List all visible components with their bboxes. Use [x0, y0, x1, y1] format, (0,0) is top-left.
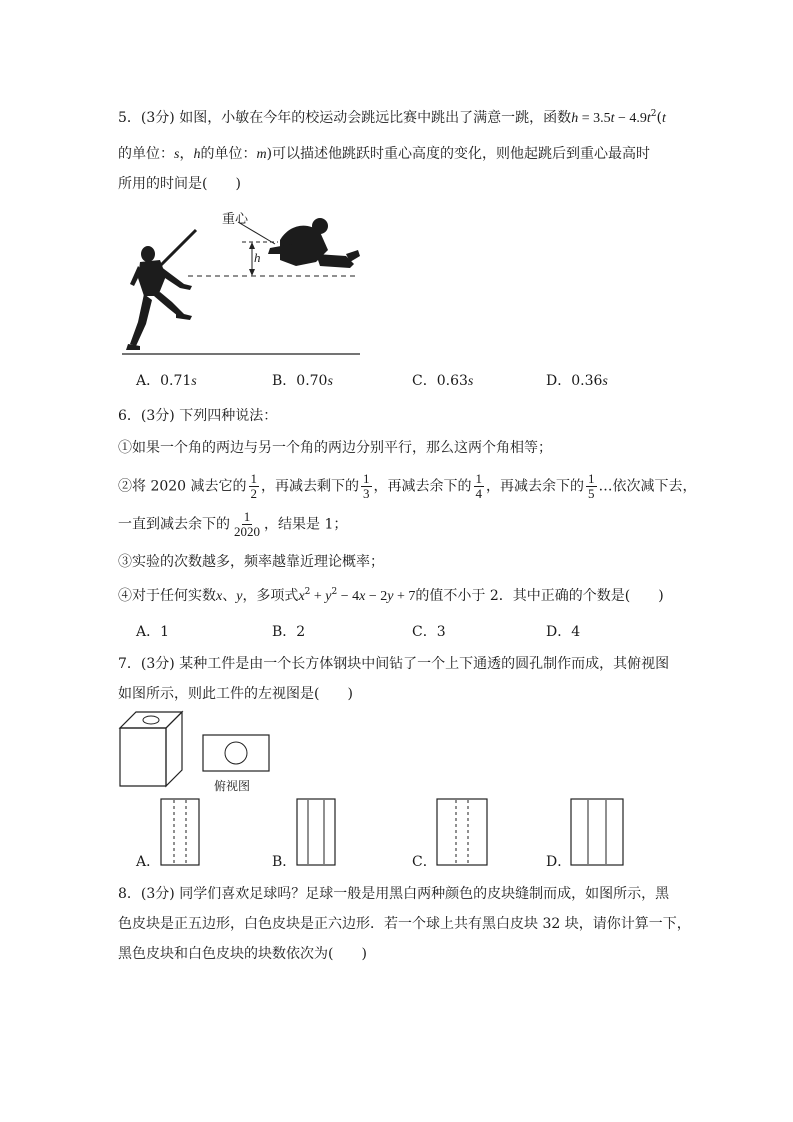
poly-x: x: [359, 589, 366, 604]
fraction-last: [232, 510, 262, 539]
fraction-fifth: [586, 472, 597, 501]
poly-op: − 2: [365, 589, 388, 604]
q5-option-a[interactable]: [136, 371, 197, 392]
q5-text: ，: [179, 146, 194, 162]
numerator: 1: [363, 471, 370, 486]
formula-part: − 4.9: [614, 111, 647, 126]
option-value: 0.71: [160, 373, 192, 389]
runner-silhouette: [126, 230, 196, 350]
option-letter: C．: [412, 624, 437, 640]
denominator: 5: [588, 486, 595, 501]
numerator: 1: [250, 471, 258, 486]
q5-line-3: 所用的时间是( ): [118, 176, 241, 192]
denominator: 4: [475, 486, 483, 501]
q5-option-c[interactable]: [412, 371, 473, 392]
q5-line-1: [118, 108, 666, 129]
q6-text: ，再减去余下的: [486, 478, 585, 495]
q6-stem: 6．(3分) 下列四种说法：: [118, 408, 278, 424]
fraction-third: [361, 472, 372, 501]
q6-statement-2: [118, 472, 697, 501]
q8-line-2: 色皮块是正五边形，白色皮块是正六边形．若一个球上共有黑白皮块 32 块，请你计算一下，: [118, 916, 691, 932]
q7-option-a-figure[interactable]: [160, 798, 200, 866]
hole-icon: [143, 716, 159, 724]
arrow-up-icon: [249, 242, 255, 249]
q7-option-b-label[interactable]: B．: [272, 854, 297, 870]
option-value: 0.36: [571, 373, 603, 389]
q6-text: ，再减去余下的: [373, 478, 472, 495]
option-letter: A．: [136, 373, 161, 389]
fraction-half: [249, 472, 260, 501]
q6-statement-1: ①如果一个角的两边与另一个角的两边分别平行，那么这两个角相等；: [118, 440, 552, 456]
option-letter: D．: [546, 373, 572, 389]
option-unit: s: [602, 374, 608, 389]
formula-h: h: [571, 111, 579, 126]
q6-option-c[interactable]: [412, 622, 446, 642]
q8-line-3: 黑色皮块和白色皮块的块数依次为( ): [118, 946, 367, 962]
poly-y: y: [387, 589, 394, 604]
unit-m: m: [256, 147, 267, 162]
poly-op: +: [310, 589, 326, 604]
q5-option-d[interactable]: [546, 371, 608, 392]
center-of-gravity-label: 重心: [222, 212, 249, 227]
denominator: 2020: [234, 524, 260, 539]
q5-text: 5．(3分) 如图，小敏在今年的校运动会跳远比赛中跳出了满意一跳，函数: [118, 110, 572, 126]
q7-option-c-label[interactable]: C．: [412, 854, 437, 870]
q8-line-1: 8．(3分) 同学们喜欢足球吗？足球一般是用黑白两种颜色的皮块缝制而成，如图所示，黑: [118, 886, 670, 902]
unit-s: s: [174, 147, 180, 162]
formula-exponent: 2: [650, 109, 657, 119]
q7-option-c-figure[interactable]: [436, 798, 488, 866]
option-unit: s: [191, 374, 197, 389]
jumper-silhouette: [268, 218, 360, 268]
top-view-caption: 俯视图: [214, 779, 251, 793]
q6-option-b[interactable]: [272, 622, 305, 642]
formula-t: t: [610, 111, 615, 126]
option-letter: A．: [136, 624, 161, 640]
q5-text: 的单位：: [200, 146, 257, 162]
cuboid-3d-figure: [118, 710, 184, 788]
formula-part: = 3.5: [578, 111, 611, 126]
q5-line-2: [118, 144, 650, 165]
option-value: 3: [436, 624, 446, 640]
top-view-figure: [202, 734, 270, 772]
poly-op: − 4: [337, 589, 360, 604]
formula-t: t: [646, 111, 651, 126]
q6-option-a[interactable]: [136, 622, 169, 642]
q5-text: )可以描述他跳跃时重心高度的变化，则他起跳后到重心最高时: [266, 146, 651, 162]
unit-var-t: t: [661, 111, 666, 126]
option-unit: s: [467, 374, 474, 389]
q7-line-1: 7．(3分) 某种工件是由一个长方体钢块中间钻了一个上下通透的圆孔制作而成，其俯视图: [118, 656, 670, 672]
exponent: 2: [331, 587, 338, 597]
circle-hole-icon: [225, 742, 247, 764]
var-x: x: [216, 589, 223, 604]
q7-option-d-figure[interactable]: [570, 798, 624, 866]
q5-text: 的单位：: [118, 146, 174, 162]
q6-text: ，再减去剩下的: [261, 478, 360, 495]
q6-text: 的值不小于 2．其中正确的个数是( ): [415, 588, 664, 604]
q6-text: …依次减下去，: [598, 478, 697, 495]
q5-option-b[interactable]: [272, 371, 333, 392]
option-letter: B．: [272, 624, 297, 640]
numerator: 1: [475, 471, 483, 486]
option-value: 2: [296, 624, 306, 640]
q6-text: ，多项式: [242, 588, 299, 604]
option-value: 4: [571, 624, 581, 640]
var-y: y: [236, 589, 243, 604]
q6-text: 、: [222, 588, 237, 604]
q6-text: ，结果是 1；: [264, 516, 348, 533]
poly-x: x: [298, 589, 305, 604]
unit-var-h: h: [193, 147, 201, 162]
arrow-down-icon: [249, 269, 255, 276]
option-value: 0.63: [436, 373, 468, 389]
option-letter: C．: [412, 373, 437, 389]
q6-text: ②将 2020 减去它的: [118, 478, 247, 495]
q6-statement-2-cont: [118, 510, 347, 539]
q6-text: 一直到减去余下的: [118, 516, 230, 533]
denominator: 2: [250, 486, 258, 501]
option-letter: B．: [272, 373, 297, 389]
q5-text: (: [656, 110, 662, 126]
exponent: 2: [304, 587, 311, 597]
q7-option-a-label[interactable]: A．: [136, 854, 161, 870]
fraction-quarter: [474, 472, 485, 501]
q6-statement-3: ③实验的次数越多，频率越靠近理论概率；: [118, 554, 384, 570]
q6-statement-4: [118, 586, 664, 607]
q7-option-b-figure[interactable]: [296, 798, 336, 866]
long-jump-figure: [120, 204, 370, 360]
numerator: 1: [243, 509, 251, 524]
q6-text: ④对于任何实数: [118, 588, 216, 604]
option-letter: D．: [546, 624, 572, 640]
q6-option-d[interactable]: [546, 622, 580, 642]
option-value: 0.70: [296, 373, 328, 389]
numerator: 1: [588, 471, 595, 486]
q7-line-2: 如图所示，则此工件的左视图是( ): [118, 686, 353, 702]
option-value: 1: [160, 624, 170, 640]
height-label: h: [254, 250, 261, 265]
poly-op: + 7: [393, 589, 416, 604]
q7-option-d-label[interactable]: D．: [546, 854, 572, 870]
denominator: 3: [363, 486, 370, 501]
poly-y: y: [325, 589, 332, 604]
option-unit: s: [327, 374, 333, 389]
